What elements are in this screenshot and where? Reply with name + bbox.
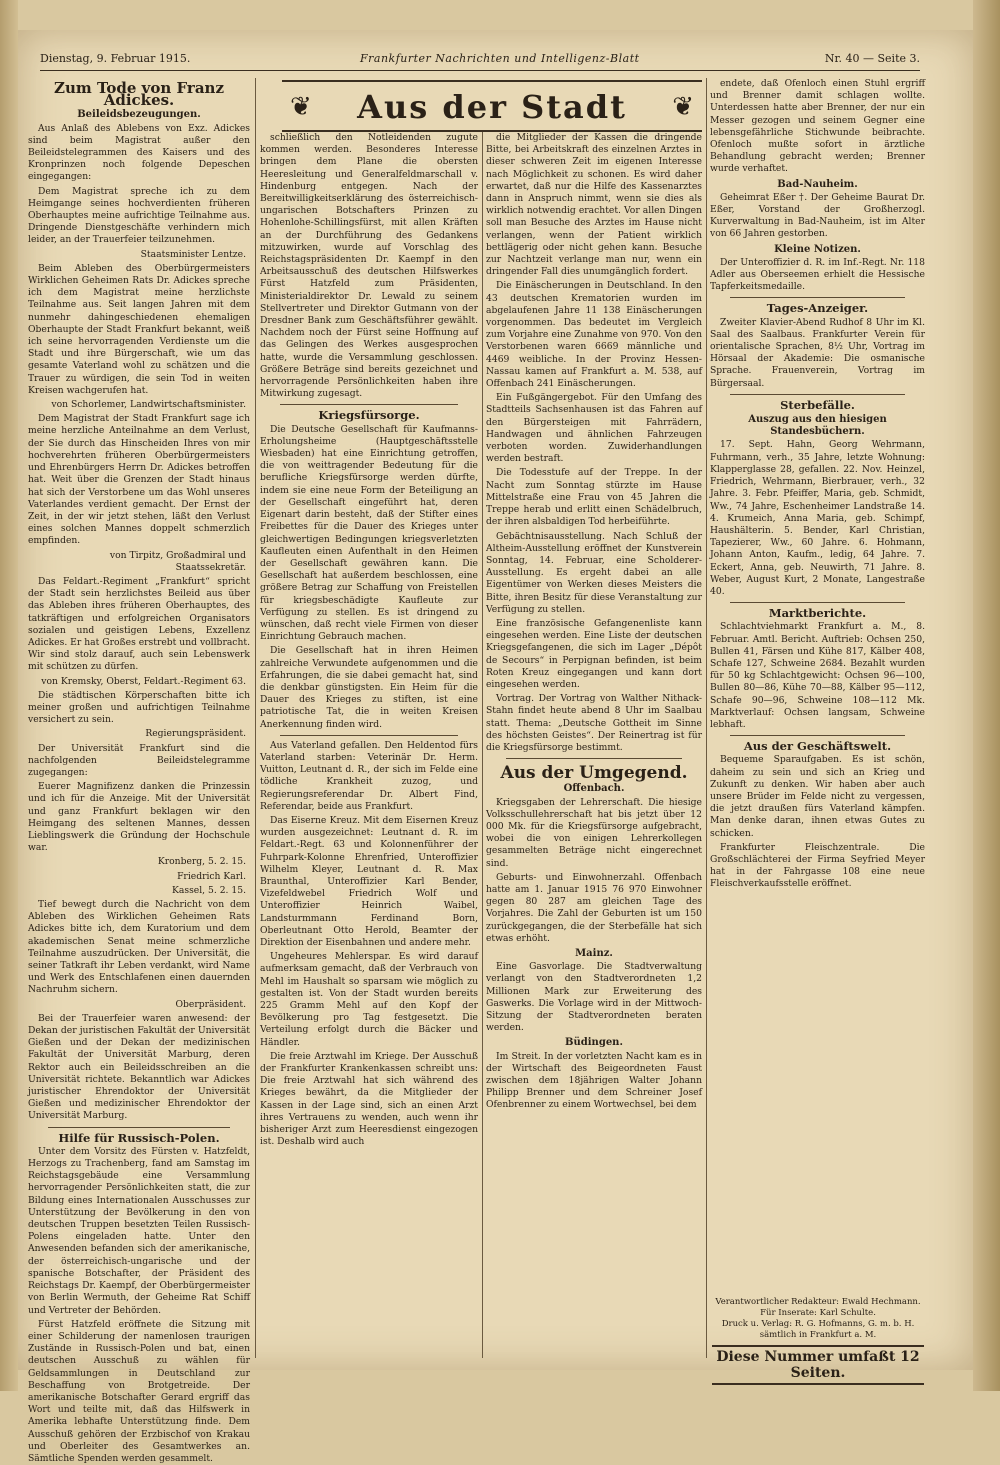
paragraph: Die freie Arztwahl im Kriege. Der Ausschuß der Frankfurter Krankenkassen schreibt uns: Die freie Arztwahl hat sich während des Krieges bewährt, da die Mitglieder der Kassen in der Lage sind, sich an einen Arzt ihres Vertrauens zu wenden, auch wenn ihr bisheriger Arzt zum Heeresdienst eingezogen ist. Deshalb wird auch	[260, 1050, 478, 1148]
paragraph: Ungeheures Mehlerspar. Es wird darauf aufmerksam gemacht, daß der Verbrauch von Mehl im Haushalt so sparsam wie möglich zu gestalten ist. Von der Stadt wurden bereits 225 Gramm Mehl auf den Kopf der Bevölkerung pro Tag festgesetzt. Die Verteilung erfolgt durch die Bäcker und Händler.	[260, 951, 478, 1048]
paragraph: Das Feldart.-Regiment „Frankfurt“ spricht der Stadt sein herzlichstes Beileid aus über das Ableben ihres früheren Oberhauptes, des tatkräftigen und erfolgreichen Organisators sozialen und geistigen Lebens, Exzellenz Adickes. Er hat Großes erstrebt und vollbracht. Wir sind stolz darauf, auch sein Lebenswerk mit schützen zu dürfen.	[28, 575, 250, 673]
header-paper-name: Frankfurter Nachrichten und Intelligenz-Blatt	[360, 52, 640, 65]
subheadline-sterbefaelle: Auszug aus den hiesigen Standesbüchern.	[748, 414, 887, 438]
paragraph: Die Todesstufe auf der Treppe. In der Nacht zum Sonntag stürzte im Hause Mittelstraße eine Frau von 45 Jahren die Treppe herab und erlitt einen Schädelbruch, der ihren alsbaldigen Tod herbeiführte.	[486, 467, 702, 528]
paragraph: Der Universität Frankfurt sind die nachfolgenden Beileidstelegramme zugegangen:	[28, 742, 250, 778]
signature: von Schorlemer, Landwirtschaftsminister.	[51, 399, 246, 411]
column-1	[28, 78, 250, 1464]
page-header	[40, 50, 920, 71]
headline-kriegsfuersorge: Kriegsfürsorge.	[318, 408, 420, 423]
signature: von Kremsky, Oberst, Feldart.-Regiment 63.	[41, 675, 246, 687]
paragraph: Die Gesellschaft hat in ihren Heimen zahlreiche Verwundete aufgenommen und die Erfahrungen, die sie dabei gemacht hat, sind die denkbar günstigsten. Ein Heim für die Dauer des Krieges zu stiften, ist eine patriotische Tat, die in weiten Kreisen Anerkennung finden wird.	[260, 645, 478, 730]
headline-umgegend: Aus der Umgegend.	[500, 763, 688, 784]
paragraph: Geheimrat Eßer †. Der Geheime Baurat Dr. Eßer, Vorstand der Großherzogl. Kurverwaltung in Bad-Nauheim, ist im Alter von 66 Jahren gestorben.	[710, 191, 925, 240]
paragraph: 17. Sept. Hahn, Georg Wehrmann, Fuhrmann, verh., 35 Jahre, letzte Wohnung: Klapperglasse 28, gefallen. 22. Nov. Heinzel, Friedrich, Wehrmann, Bierbrauer, verh., 32 Jahre. 3. Febr. Pfeiffer, Maria, geb. Schmidt, Ww., 74 Jahre, Eschenheimer Landstraße 14. 4. Krumeich, Anna Maria, geb. Schimpf, Haushälterin. 5. Bender, Karl Christian, Tapezierer, Ww., 60 Jahre. 6. Hohmann, Johann Anton, Kaufm., ledig, 64 Jahre. 7. Eckert, Anna, geb. Neuwirth, 71 Jahre. 8. Weber, August Kurt, 2 Monate, Langestraße 40.	[710, 439, 925, 597]
headline-tages-anzeiger: Tages-Anzeiger.	[766, 301, 869, 316]
headline-sterbefaelle: Sterbefälle.	[780, 397, 855, 412]
imprint-editor: Verantwortlicher Redakteur: Ewald Hechmann.	[715, 1297, 921, 1307]
column-2	[260, 132, 478, 1358]
column-3	[486, 132, 702, 1358]
section-masthead	[282, 80, 702, 132]
headline-polen: Hilfe für Russisch-Polen.	[58, 1130, 220, 1145]
paragraph: Vortrag. Der Vortrag von Walther Nithack-Stahn findet heute abend 8 Uhr im Saalbau statt. Thema: „Deutsche Gottheit im Sinne des höchsten Geistes“. Der Reinertrag ist für die Kriegsfürsorge bestimmt.	[486, 693, 702, 753]
headline-marktberichte: Marktberichte.	[768, 606, 867, 621]
paragraph: Gebächtnisausstellung. Nach Schluß der Altheim-Ausstellung eröffnet der Kunstverein Sonntag, 14. Februar, eine Scholderer-Ausstellung. Es ergeht dabei an alle Eigentümer von Werken dieses Meisters die Bitte, ihren Besitz für diese Veranstaltung zur Verfügung zu stellen.	[486, 530, 702, 615]
header-page-number: Nr. 40 — Seite 3.	[824, 52, 920, 65]
divider	[48, 1127, 230, 1128]
signature: Friedrich Karl.	[177, 870, 246, 882]
subheadline-beileid: Beileidsbezeugungen.	[77, 109, 201, 121]
paragraph: Im Streit. In der vorletzten Nacht kam es in der Wirtschaft des Beigeordneten Faust zwischen dem 18jährigen Walter Johann Philipp Brenner und dem Schreiner Josef Ofenbrenner zu einem Wortwechsel, bei dem	[486, 1050, 702, 1111]
header-date: Dienstag, 9. Februar 1915.	[40, 52, 191, 65]
column-rule	[255, 78, 256, 1358]
section-title: Aus der Stadt	[357, 88, 627, 126]
place-heading-mainz: Mainz.	[575, 948, 613, 959]
page-count-notice: Diese Nummer umfaßt 12 Seiten.	[712, 1345, 924, 1385]
paragraph: Geburts- und Einwohnerzahl. Offenbach hatte am 1. Januar 1915 76 970 Einwohner gegen 80 287 am gleichen Tage des Vorjahres. Die Zahl der Geburten ist um 150 zurückgegangen, die der Sterbefälle hat sich etwas erhöht.	[486, 871, 702, 944]
paragraph: Das Eiserne Kreuz. Mit dem Eisernen Kreuz wurden ausgezeichnet: Leutnant d. R. im Feldart.-Regt. 63 und Kolonnenführer der Fuhrpark-Kolonne Ehrenfried, Unteroffizier Wilhelm Kleyer, Leutnant d. R. Max Braunthal, Unteroffizier Karl Bender, Vizefeldwebel Friedrich Wolf und Unteroffizier Heinrich Waibel, Landsturmmann Ferdinand Born, Oberleutnant Otto Herold, Beamter der Direktion der Eisenbahnen und andere mehr.	[260, 814, 478, 948]
paragraph: Unter dem Vorsitz des Fürsten v. Hatzfeldt, Herzogs zu Trachenberg, fand am Samstag im Reichstagsgebäude eine Versammlung hervorragender Persönlichkeiten statt, die zur Bildung eines Internationalen Ausschusses zur Unterstützung der Bevölkerung in den von deutschen Truppen besetzten Teilen Russisch-Polens eingeladen hatte. Unter den Anwesenden befanden sich der amerikanische, der österreichisch-ungarische und der spanische Botschafter, der Präsident des Reichstags Dr. Kaempf, der Oberbürgermeister von Berlin Wermuth, der Geheime Rat Schiff und Vertreter der Behörden.	[28, 1145, 250, 1316]
paragraph: Aus Vaterland gefallen. Den Heldentod fürs Vaterland starben: Veterinär Dr. Herm. Vuitton, Leutnant d. R., der sich im Felde eine tödliche Krankheit zuzog, und Regierungsreferendar Dr. Albert Find, Referendar, beide aus Frankfurt.	[260, 739, 478, 812]
paragraph: Zweiter Klavier-Abend Rudhof 8 Uhr im Kl. Saal des Saalbaus. Frankfurter Verein für orientalische Sprachen, 8½ Uhr, Vortrag im Hörsaal der Akademie: Die osmanische Sprache. Frauenverein, Vortrag im Bürgersaal.	[710, 316, 925, 389]
binding-edge	[0, 0, 18, 1391]
imprint-inserate: Für Inserate: Karl Schulte.	[760, 1308, 876, 1318]
divider	[730, 394, 905, 395]
column-rule	[706, 78, 707, 1358]
imprint	[712, 1297, 924, 1385]
paragraph: Schlachtviehmarkt Frankfurt a. M., 8. Februar. Amtl. Bericht. Auftrieb: Ochsen 250, Bullen 41, Färsen und Kühe 817, Kälber 408, Schafe 127, Schweine 2684. Bezahlt wurden für 50 kg Schlachtgewicht: Ochsen 96—100, Bullen 80—86, Kühe 70—88, Kälber 95—112, Schafe 90—96, Schweine 108—112 Mk. Marktverlauf: Ochsen langsam, Schweine lebhaft.	[710, 621, 925, 730]
paragraph: Die städtischen Körperschaften bitte ich meiner großen und aufrichtigen Teilnahme versichert zu sein.	[28, 689, 250, 726]
paragraph: Eine französische Gefangenenliste kann eingesehen werden. Eine Liste der deutschen Kriegsgefangenen, die sich im Lager „Dépôt de Secours“ in Perpignan befinden, ist beim Roten Kreuz eingegangen und kann dort eingesehen werden.	[486, 617, 702, 690]
paragraph: die Mitglieder der Kassen die dringende Bitte, bei Arbeitskraft des einzelnen Arztes in dieser schweren Zeit im eigenen Interesse nach Möglichkeit zu schonen. Es wird daher erwartet, daß nur die Hilfe des Kassenarztes dann in Anspruch nimmt, wenn sie dies als wirklich notwendig erachtet. Vor allen Dingen soll man Besuche des Arztes im Hause nicht verlangen, wenn der Patient wirklich bettlägerig oder nicht gehen kann. Besuche zur Nachtzeit verlange man nur, wenn ein dringender Fall dies unumgänglich fordert.	[486, 132, 702, 278]
divider	[730, 602, 905, 603]
page-right-edge	[973, 0, 1000, 1391]
ornament-icon: ❦	[672, 92, 694, 122]
paragraph: schließlich den Notleidenden zugute kommen werden. Besonderes Interesse bringen dem Plane die obersten Heeresleitung und Generalfeldmarschall v. Hindenburg entgegen. Nach der Bereitwilligkeitserklärung des österreichisch-ungarischen Botschafters Prinzen zu Hohenlohe-Schillingsfürst, mit allen Kräften an der Durchführung des Gedankens mitzuwirken, wurde auf Vorschlag des Reichstagspräsidenten Dr. Kaempf in den Arbeitsausschuß des deutschen Hilfswerkes Fürst Hatzfeld zum Präsidenten, Ministerialdirektor Dr. Lewald zu seinem Stellvertreter und Direktor Gutmann von der Dresdner Bank zum Geschäftsführer gewählt. Nachdem noch der Fürst seine Hoffnung auf das Gelingen des Werkes ausgesprochen hatte, wurde die Versammlung geschlossen. Größere Beträge sind bereits gezeichnet und hervorragende Persönlichkeiten haben ihre Mitwirkung zugesagt.	[260, 132, 478, 400]
paragraph: Frankfurter Fleischzentrale. Die Großschlächterei der Firma Seyfried Meyer hat in der Fahrgasse 108 eine neue Fleischverkaufsstelle eröffnet.	[710, 841, 925, 890]
dateline: Kronberg, 5. 2. 15.	[157, 856, 246, 868]
imprint-publisher: Druck u. Verlag: R. G. Hofmanns, G. m. b. H. sämtlich in Frankfurt a. M.	[721, 1319, 915, 1340]
paragraph: Der Unteroffizier d. R. im Inf.-Regt. Nr. 118 Adler aus Oberseemen erhielt die Hessische Tapferkeitsmedaille.	[710, 256, 925, 293]
paragraph: Beim Ableben des Oberbürgermeisters Wirklichen Geheimen Rats Dr. Adickes spreche ich dem Magistrat meine herzlichste Teilnahme aus. Seit langen Jahren mit dem nunmehr dahingeschiedenen ehemaligen Oberhaupte der Stadt Frankfurt bekannt, weiß ich seine hervorragenden Verdienste um die Stadt und ihre Bürgerschaft, wie um das gesamte Vaterland wohl zu schätzen und die Trauer zu würdigen, die sein Tod in weiten Kreisen wachgerufen hat.	[28, 262, 250, 396]
paragraph: Fürst Hatzfeld eröffnete die Sitzung mit einer Schilderung der namenlosen traurigen Zustände in Russisch-Polen und bat, einen deutschen Ausschuß zu wählen für Geldsammlungen in Deutschland zur Beschaffung von Brotgetreide. Der amerikanische Botschafter Gerard ergriff das Wort und teilte mit, daß das Hilfswerk in Amerika lebhafte Unterstützung finde. Dem Ausschuß gehören der Erzbischof von Krakau und Oberleiter des Gesamtwerkes an. Sämtliche Spenden werden gesammelt.	[28, 1318, 250, 1464]
paragraph: Dem Magistrat spreche ich zu dem Heimgange seines hochverdienten früheren Oberhauptes meine aufrichtige Teilnahme aus. Dringende Dienstgeschäfte verhindern mich leider, an der Trauerfeier teilzunehmen.	[28, 185, 250, 246]
column-rule	[482, 132, 483, 1358]
place-heading-buedingen: Büdingen.	[565, 1037, 623, 1049]
paragraph: Eine Gasvorlage. Die Stadtverwaltung verlangt von den Stadtverordneten 1,2 Millionen Mark zur Erweiterung des Gaswerks. Die Vorlage wird in der Mittwoch-Sitzung der Stadtverordneten beraten werden.	[486, 961, 702, 1034]
signature: von Tirpitz, Großadmiral und Staatssekretär.	[109, 549, 246, 573]
headline-geschaeftswelt: Aus der Geschäftswelt.	[743, 739, 892, 754]
paragraph: Die Deutsche Gesellschaft für Kaufmanns-Erholungsheime (Hauptgeschäftsstelle Wiesbaden) hat eine Einrichtung getroffen, die von weittragender Bedeutung für die berufliche Kriegsfürsorge werden dürfte, indem sie eine neue Form der Beteiligung an der Gesellschaft eingeführt hat, deren Eigenart darin besteht, daß der Stifter eines Freibettes für die Dauer des Krieges unter gleichwertigen Bedingungen kriegsverletzten Kaufleuten einen Aufenthalt in den Heimen der Gesellschaft gewähren kann. Die Gesellschaft hat außerdem beschlossen, eine größere Betrag zur Schaffung von Freistellen für kriegsbeschädigte Kaufleute zur Verfügung zu stellen. Es ist dringend zu wünschen, daß recht viele Firmen von dieser Einrichtung Gebrauch machen.	[260, 423, 478, 643]
divider	[280, 735, 458, 736]
headline-adickes: Zum Tode von Franz Adickes.	[54, 79, 224, 110]
column-4	[710, 78, 925, 1293]
paragraph: Euerer Magnifizenz danken die Prinzessin und ich für die Anzeige. Mit der Universität und ganz Frankfurt beklagen wir den Heimgang des seltenen Mannes, dessen Lieblingswerk die Gründung der Hochschule war.	[28, 781, 250, 854]
divider	[730, 735, 905, 736]
signature: Oberpräsident.	[175, 998, 246, 1010]
signature: Regierungspräsident.	[145, 728, 246, 740]
divider	[730, 297, 905, 298]
place-heading-offenbach: Offenbach.	[563, 783, 625, 795]
paragraph: Bei der Trauerfeier waren anwesend: der Dekan der juristischen Fakultät der Universität Gießen und der Dekan der medizinischen Fakultät der Universität Marburg, deren Rektor auch ein Beileidsschreiben an die Universität richtete. Bekanntlich war Adickes juristischer Ehrendoktor der Universität Gießen und medizinischer Ehrendoktor der Universität Marburg.	[28, 1012, 250, 1122]
place-heading-nauheim: Bad-Nauheim.	[777, 178, 858, 190]
paragraph: Kriegsgaben der Lehrerschaft. Die hiesige Volksschullehrerschaft hat bis jetzt über 12 000 Mk. für die Kriegsfürsorge aufgebracht, wobei die von einigen Lehrerkollegen gesammelten Beträge nicht eingerechnet sind.	[486, 796, 702, 869]
ornament-icon: ❦	[290, 92, 312, 122]
paragraph: Die Einäscherungen in Deutschland. In den 43 deutschen Krematorien wurden im abgelaufenen Jahre 11 138 Einäscherungen vorgenommen. Das bedeutet im Vergleich zum Vorjahre eine Zunahme von 970. Von den Verstorbenen waren 6669 männliche und 4469 weibliche. In der Provinz Hessen-Nassau kamen auf Frankfurt a. M. 538, auf Offenbach 241 Einäscherungen.	[486, 280, 702, 390]
heading-kleine-notizen: Kleine Notizen.	[774, 243, 861, 255]
signature: Staatsminister Lentze.	[140, 248, 246, 260]
paragraph: Tief bewegt durch die Nachricht von dem Ableben des Wirklichen Geheimen Rats Adickes bitte ich, dem Kuratorium und dem akademischen Senat meine schmerzliche Teilnahme auszudrücken. Der Universität, die seiner Tatkraft ihr Leben verdankt, wird Name und Werk des Entschlafenen einen dauernden Nachruhm sichern.	[28, 899, 250, 996]
dateline: Kassel, 5. 2. 15.	[172, 884, 246, 896]
divider	[506, 758, 682, 759]
paragraph: Aus Anlaß des Ablebens von Exz. Adickes sind beim Magistrat außer den Beileidstelegrammen des Kaisers und des Kronprinzen noch folgende Depeschen eingegangen:	[28, 122, 250, 183]
paragraph: Ein Fußgängergebot. Für den Umfang des Stadtteils Sachsenhausen ist das Fahren auf den Bürgersteigen mit Fahrrädern, Handwagen und ähnlichen Fahrzeugen verboten worden. Zuwiderhandlungen werden bestraft.	[486, 392, 702, 465]
divider	[280, 404, 458, 405]
paragraph: Bequeme Sparaufgaben. Es ist schön, daheim zu sein und sich an Krieg und Zukunft zu denken. Wir haben aber auch unsere Brüder im Felde nicht zu vergessen, die jetzt draußen fürs Vaterland kämpfen. Man denke daran, ihnen etwas Gutes zu schicken.	[710, 754, 925, 839]
paragraph: Dem Magistrat der Stadt Frankfurt sage ich meine herzliche Anteilnahme an dem Verlust, der Sie durch das Hinscheiden Ihres von mir hochverehrten früheren Oberbürgermeisters und Ehrenbürgers Herrn Dr. Adickes betroffen hat. Weit über die Grenzen der Stadt hinaus hat sich der Verstorbene um das Wohl unseres Vaterlandes verdient gemacht. Der Ernst der Zeit, in der wir jetzt stehen, läßt den Verlust eines solchen Mannes doppelt schmerzlich empfinden.	[28, 413, 250, 547]
paragraph: endete, daß Ofenloch einen Stuhl ergriff und Brenner damit schlagen wollte. Unterdessen hatte aber Brenner, der nur ein Messer gezogen und seinem Gegner eine lebensgefährliche Stichwunde beibrachte. Ofenloch mußte sofort in ärztliche Behandlung gebracht werden; Brenner wurde verhaftet.	[710, 78, 925, 175]
